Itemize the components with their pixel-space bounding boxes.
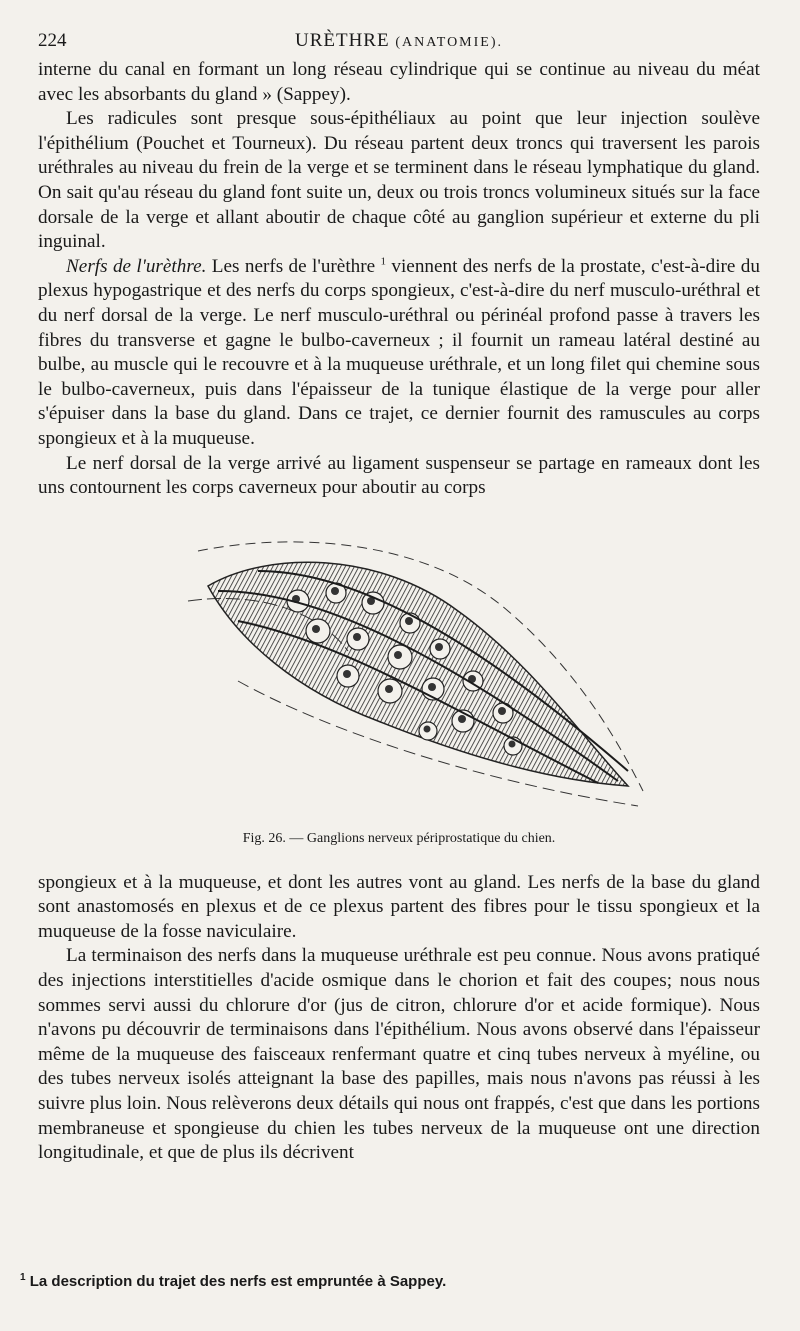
book-page: [38, 30, 760, 1166]
section-heading-nerves: Nerfs de l'urèthre.: [66, 255, 207, 277]
footnote: [20, 1273, 446, 1290]
paragraph-nerve-endings: La terminaison des nerfs dans la muqueuse uréthrale est peu connue. Nous avons pratiqué des injections interstitielles d'acide osmique dans le chorion et fait des coupes; nous nous sommes servi aussi du chlorure d'or (jus de citron, chlorure d'or et acide formique). Nous n'avons pu découvrir de terminaisons dans l'épithélium. Nous avons observé dans l'épaisseur même de la muqueuse des faisceaux renfermant quatre et cinq tubes nerveux à myéline, ou des tubes nerveux isolés atteignant la base des papilles, mais nous n'avons pas réussi à les suivre plus loin. Nous relèverons deux détails qui nous ont frappés, c'est que dans les portions membraneuse et spongieuse du chien les tubes nerveux de la muqueuse ont une direction longitudinale, et que de plus ils décrivent: [38, 945, 760, 1164]
footnote-text: La description du trajet des nerfs est empruntée à Sappey.: [29, 1273, 447, 1290]
paragraph-dorsal-nerve: Le nerf dorsal de la verge arrivé au ligament suspenseur se partage en rameaux dont les uns contournent les corps caverneux pour aboutir au corps: [38, 452, 760, 499]
running-title-sub: (ANATOMIE).: [395, 35, 504, 50]
body-text-continued: [38, 871, 760, 1166]
paragraph-lymphatics: Les radicules sont presque sous-épithéliaux au point que leur injection soulève l'épithélium (Pouchet et Tourneux). Du réseau partent deux troncs qui traversent les parois uréthrales au niveau du frein de la verge et se terminent dans le réseau lymphatique du gland. On sait qu'au réseau du gland font suite un, deux ou trois troncs volumineux situés sur la face dorsale de la verge et allant aboutir de chaque côté au ganglion supérieur et externe du pli inguinal.: [38, 108, 760, 253]
paragraph-nerves: [38, 255, 760, 452]
figure-26: [38, 531, 760, 861]
paragraph-continued: interne du canal en formant un long réseau cylindrique qui se continue au niveau du méat avec les absorbants du gland » (Sappey).: [38, 59, 760, 105]
paragraph-after-figure: spongieux et à la muqueuse, et dont les autres vont au gland. Les nerfs de la base du gland sont anastomosés en plexus et de ce plexus partent des fibres pour le tissu spongieux et la muqueuse de la fosse naviculaire.: [38, 871, 760, 942]
nerves-text-b: viennent des nerfs de la prostate, c'est-à-dire du plexus hypogastrique et des nerfs du corps spongieux, c'est-à-dire du nerf musculo-uréthral et du nerf dorsal de la verge. Le nerf musculo-uréthral ou périnéal profond passe à travers les fibres du transverse et gagne le bulbo-caverneux ; il fournit un rameau latéral destiné au bulbe, au muscle qui le recouvre et à la muqueuse uréthrale, et un long filet qui chemine sous le bulbo-caverneux, puis dans l'épaisseur de la tunique élastique de la verge pour aller s'épuiser dans la base du gland. Dans ce trajet, ce dernier fournit des ramuscules au corps spongieux et à la muqueuse.: [38, 255, 760, 449]
body-text: [38, 58, 760, 501]
running-head: [38, 30, 760, 58]
ganglion-engraving: [178, 531, 648, 821]
figure-caption: Fig. 26. — Ganglions nerveux périprostatique du chien.: [242, 830, 556, 846]
running-title-main: URÈTHRE: [294, 30, 390, 51]
footnote-marker: 1: [20, 1272, 26, 1283]
page-number: 224: [38, 30, 67, 51]
footnote-reference: 1: [380, 255, 387, 268]
nerves-text-a: Les nerfs de l'urèthre: [206, 255, 381, 277]
running-title: [38, 30, 760, 52]
